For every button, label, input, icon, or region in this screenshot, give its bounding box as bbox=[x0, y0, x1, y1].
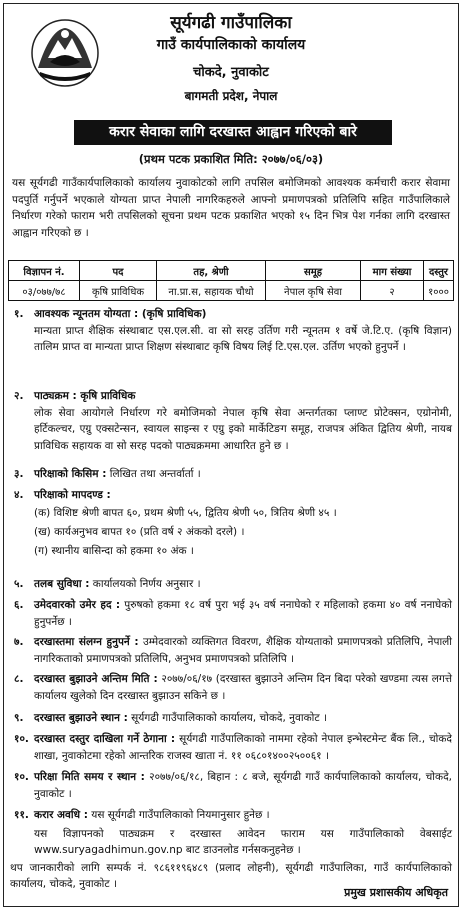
section-body: पुरुषको हकमा १८ वर्ष पुरा भई ३५ वर्ष ननाघेको र महिलाको हकमा ४० वर्ष ननाघेको हुनुपर्नेछ । bbox=[34, 599, 453, 628]
signature-title: प्रमुख प्रशासकीय अधिकृत bbox=[344, 886, 448, 899]
download-note: यस विज्ञापनको पाठ्यक्रम र दरखास्त आवेदन फाराम यस गाउँपालिकाको वेबसाईट www.suryagadhimun.gov.np बाट डाउनलोड गर्नसकनुहनेछ । bbox=[34, 828, 452, 856]
section-11 bbox=[10, 769, 452, 802]
section-title: परिक्षा मिति समय र स्थान : bbox=[34, 771, 145, 783]
section-title: आवश्यक न्यूनतम योग्यता : (कृषि प्राविधिक) bbox=[34, 308, 207, 320]
criteria-b: (ख) कार्यअनुभव बापत १० (प्रति वर्ष २ अंकको दरले) । bbox=[34, 525, 245, 538]
section-5 bbox=[10, 576, 452, 593]
section-body: लिखित तथा अन्तर्वार्ता । bbox=[109, 468, 201, 480]
notice-title: करार सेवाका लागि दरखास्त आह्वान गरिएको बारे bbox=[74, 120, 392, 145]
section-number: ५. bbox=[14, 578, 24, 590]
table-header-row bbox=[9, 261, 454, 281]
section-body: २०७७/०६/१७ (दरखास्त बुझाउने अन्तिम दिन बिदा परेको खण्डमा त्यस लगत्ते कार्यालय खुलेको दिन दरखास्त बुझाउन सकिने छ । bbox=[34, 673, 453, 702]
col-post: पद bbox=[80, 261, 157, 281]
section-body: उम्मेदवारको व्यक्तिगत विवरण, शैक्षिक योग्यताको प्रमाणपत्रको प्रतिलिपि, नेपाली नागरिकताको प्रमाणपत्रको प्रतिलिपि, अनुभव प्रमाणपत्रको प्रतिलिपि । bbox=[34, 636, 453, 665]
section-title: तलब सुविधा : bbox=[34, 578, 90, 590]
section-body: यस सूर्यगढी गाउँपालिकाको नियमानुसार हुनेछ । bbox=[91, 809, 270, 821]
section-8 bbox=[10, 671, 452, 704]
section-title: दरखास्त बुझाउने स्थान : bbox=[34, 712, 128, 724]
cell-demand: २ bbox=[361, 281, 424, 301]
vacancy-table bbox=[8, 260, 454, 301]
letterhead bbox=[4, 4, 458, 112]
section-body: सूर्यगढी गाउँपालिकाको नाममा रहेको नेपाल इन्भेस्टमेन्ट बैंक लि., चोकदे शाखा, नुवाकोटमा रहेको आन्तरिक राजस्व खाता नं. ११ ०६८०१४००२५००६१ । bbox=[34, 733, 453, 762]
section-3 bbox=[10, 466, 452, 483]
section-title: दरखास्त दस्तुर दाखिला गर्ने ठेगाना : bbox=[34, 733, 176, 745]
section-number: २. bbox=[14, 390, 24, 402]
criteria-c: (ग) स्थानीय बासिन्दा को हकमा १० अंक । bbox=[34, 544, 194, 557]
notice-page bbox=[3, 3, 459, 907]
section-number: ७. bbox=[14, 636, 24, 648]
section-body: मान्यता प्राप्त शैक्षिक संस्थाबाट एस.एल.सी. वा सो सरह उर्तिण गरी न्यूनतम १ वर्षे जे.टि.ए. (कृषि विज्ञान) तालिम प्राप्त वा मान्यता प्राप्त शिक्षण संस्थाबाट कृषि विषय लिई टि.एस.एल. उर्तिण भएको हुनुपर्ने । bbox=[34, 324, 452, 353]
cell-ad-no: ०३/०७७/७८ bbox=[9, 281, 80, 301]
section-title: पाठ्यक्रम : कृषि प्राविधिक bbox=[34, 390, 136, 402]
section-title: दरखास्त बुझाउने अन्तिम मिति : bbox=[34, 673, 158, 685]
cell-post: कृषि प्राविधिक bbox=[80, 281, 157, 301]
section-9 bbox=[10, 710, 452, 727]
section-10 bbox=[10, 731, 452, 764]
section-2 bbox=[10, 388, 452, 454]
publication-date: (प्रथम पटक प्रकाशित मिति: २०७७/०६/०३) bbox=[138, 152, 324, 166]
section-number: ३. bbox=[14, 468, 24, 480]
cell-group: नेपाल कृषि सेवा bbox=[266, 281, 361, 301]
col-ad-no: विज्ञापन नं. bbox=[9, 261, 80, 281]
section-number: ९. bbox=[14, 712, 24, 724]
section-title: परिक्षाको मापदण्ड : bbox=[34, 489, 111, 501]
section-body: सूर्यगढी गाउँपालिकाको कार्यालय, चोकदे, नुवाकोट । bbox=[131, 712, 327, 724]
section-title: परिक्षाको किसिम : bbox=[34, 468, 107, 480]
section-title: दरखास्तमा संलग्न हुनुपर्ने : bbox=[34, 636, 139, 648]
col-level: तह, श्रेणी bbox=[157, 261, 266, 281]
section-body: २०७७/०६/१८, बिहान : ८ बजे, सूर्यगढी गाउँ कार्यपालिकाको कार्यालय, चोकदे, नुवाकोट । bbox=[34, 771, 452, 800]
section-number: १०. bbox=[14, 771, 29, 783]
section-12 bbox=[10, 807, 452, 824]
intro-paragraph: यस सूर्यगढी गाउँकार्यपालिकाको कार्यालय नुवाकोटको लागि तपसिल बमोजिमको आवश्यक कर्मचारी करार सेवामा पदपुर्ति गर्नुपर्ने भएकाले योग्यता प्राप्त नेपाली नागरिकहरुले आफ्नो प्रमाणपत्रको प्रतिलिपि सहित गाउँपालिकाले निर्धारण गरेको फाराम भरी तपसिलको सूचना प्रथम पटक प्रकाशित भएको १५ दिन भित्र पेश गर्नका लागि दरखास्त आह्वान गरिएको छ । bbox=[12, 177, 450, 239]
municipality-name: सूर्यगढी गाउँपालिका bbox=[170, 13, 292, 33]
section-1 bbox=[10, 306, 452, 356]
office-name: गाउँ कार्यपालिकाको कार्यालय bbox=[156, 37, 306, 53]
cell-fee: १००० bbox=[424, 281, 454, 301]
section-4 bbox=[10, 487, 452, 561]
section-title: उमेदवारको उमेर हद : bbox=[34, 599, 121, 611]
section-number: ११. bbox=[14, 809, 29, 821]
section-body: कार्यालयको निर्णय अनुसार । bbox=[92, 578, 201, 590]
col-fee: दस्तुर bbox=[424, 261, 454, 281]
section-number: ८. bbox=[14, 673, 24, 685]
table-row bbox=[9, 281, 454, 301]
section-6 bbox=[10, 597, 452, 630]
criteria-a: (क) विशिष्ट श्रेणी बापत ६०, प्रथम श्रेणी ५५, द्वितिय श्रेणी ५०, त्रितिय श्रेणी ४५ । bbox=[34, 506, 337, 519]
section-7 bbox=[10, 634, 452, 667]
section-title: करार अवधि : bbox=[34, 809, 88, 821]
section-number: ४. bbox=[14, 489, 24, 501]
cell-level: ना.प्रा.स, सहायक चौथो bbox=[157, 281, 266, 301]
section-number: १. bbox=[14, 308, 24, 320]
footer-download-note bbox=[10, 826, 452, 858]
col-group: समूह bbox=[266, 261, 361, 281]
office-address: चोकदे, नुवाकोट bbox=[193, 65, 269, 80]
section-body: लोक सेवा आयोगले निर्धारण गरे बमोजिमको नेपाल कृषि सेवा अन्तर्गतका प्लाण्ट प्रोटेक्सन, एग्रोनोमी, हर्टिकल्चर, एग्रु एक्सटेन्सन, स्वायल साइन्स र एग्रु इको मार्केटिङग समूह, राजपत्र अंकित द्वितिय श्रेणी, नायब प्राविधिक सहायक वा सो सरह पदको पाठ्यक्रममा आधारित हुने छ । bbox=[34, 406, 452, 452]
section-number: ६. bbox=[14, 599, 24, 611]
province: बागमती प्रदेश, नेपाल bbox=[184, 89, 278, 103]
col-demand: माग संख्या bbox=[361, 261, 424, 281]
section-number: १०. bbox=[14, 733, 29, 745]
contact-note: थप जानकारीको लागि सम्पर्क नं. ९८६११९६४८९ (प्रलाद लोहनी), सूर्यगढी गाउँपालिका, गाउँ कार्यपालिकाको कार्यालय, चोकदे, नुवाकोट । bbox=[10, 862, 452, 890]
